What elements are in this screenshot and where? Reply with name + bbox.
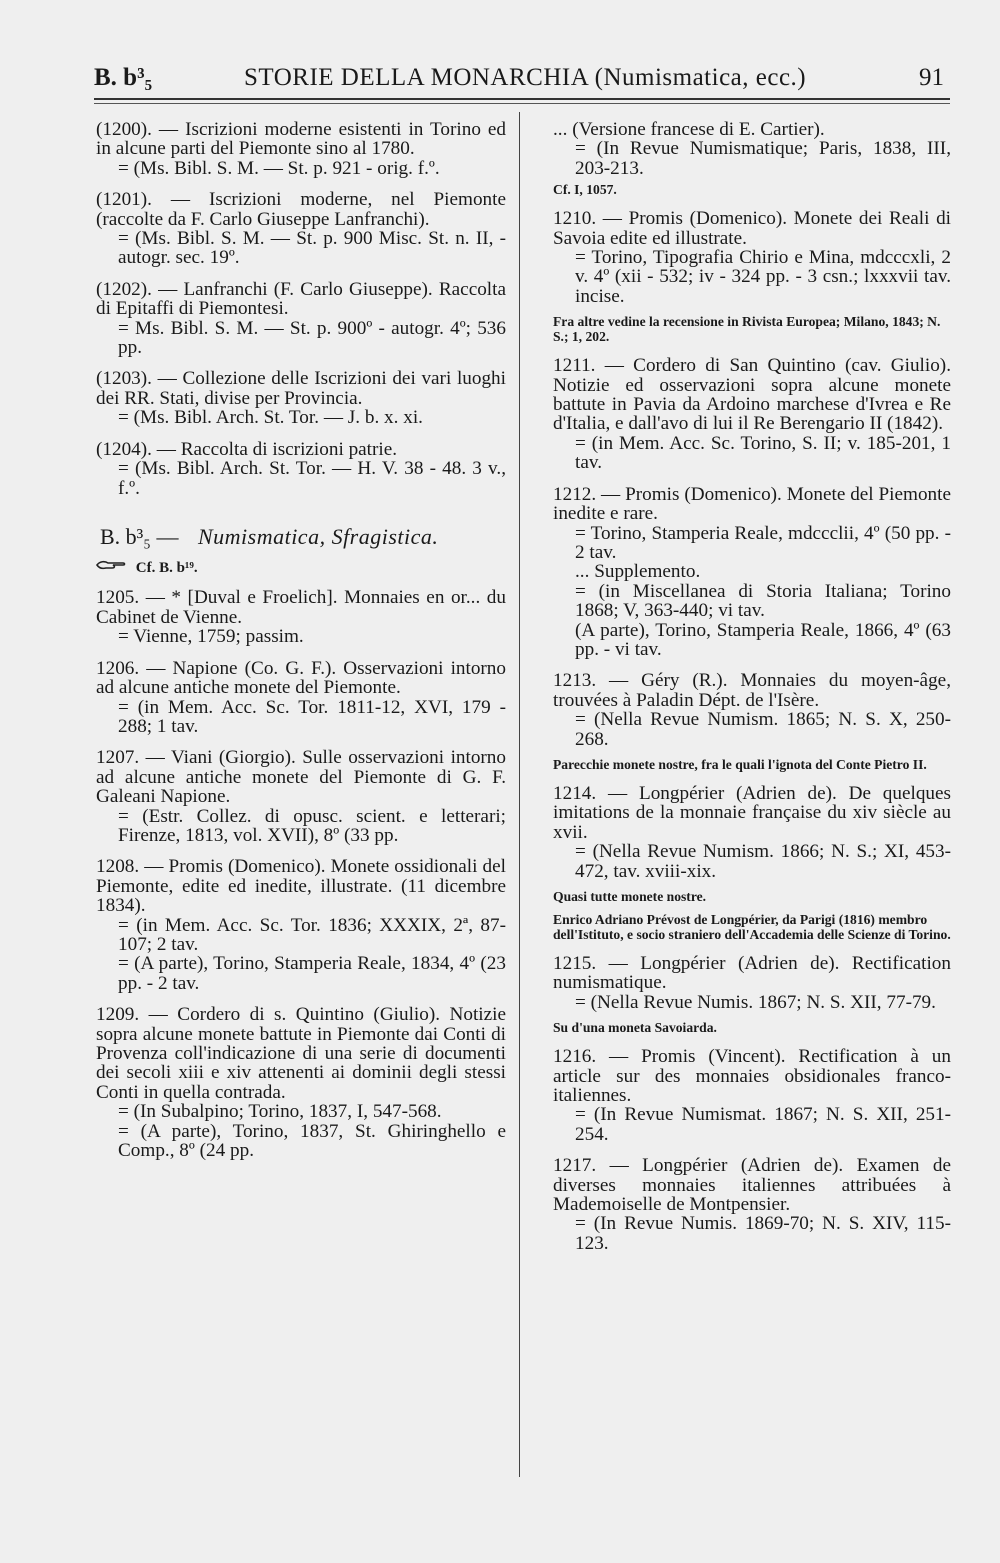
- section-label: B. b³₅ —: [100, 523, 179, 549]
- entry-1215: [553, 954, 951, 1012]
- entry-ref: = (Nella Revue Numism. 1866; N. S.; XI, 453-472, tav. xviii-xix.: [575, 841, 951, 882]
- entry-ref: = (In Revue Numismat. 1867; N. S. XII, 251-254.: [575, 1104, 951, 1145]
- entry-ref: = (A parte), Torino, Stamperia Reale, 1834, 4º (23 pp. - 2 tav.: [118, 953, 506, 994]
- entry-ref: = (In Revue Numis. 1869-70; N. S. XIV, 115-123.: [575, 1213, 951, 1254]
- entry-ref: = (A parte), Torino, 1837, St. Ghiringhello e Comp., 8º (24 pp.: [118, 1120, 506, 1162]
- entry-note: Fra altre vedine la recensione in Rivista Europea; Milano, 1843; N. S.; 1, 202.: [553, 314, 941, 345]
- entry-1207: [96, 748, 506, 845]
- entry-text: 1212. — Promis (Domenico). Monete del Piemonte inedite e rare.: [553, 483, 951, 525]
- entry-ref: (A parte), Torino, Stamperia Reale, 1866, 4º (63 pp. - vi tav.: [575, 619, 951, 660]
- entry-1211: [553, 356, 951, 472]
- entry-1206: [96, 659, 506, 737]
- entry-text: 1215. — Longpérier (Adrien de). Rectification numismatique.: [553, 953, 951, 994]
- entry-1214: [553, 784, 951, 881]
- entry-1209: [96, 1005, 506, 1160]
- entry-1209-continued: [553, 120, 951, 178]
- entry-ref: = Torino, Stamperia Reale, mdccclii, 4º (50 pp. - 2 tav.: [575, 522, 951, 563]
- entry-ref: = (In Revue Numismatique; Paris, 1838, III, 203-213.: [575, 138, 951, 179]
- entry-note: Cf. I, 1057.: [553, 182, 617, 198]
- entry-1216: [553, 1047, 951, 1144]
- entry-ref: = (Nella Revue Numism. 1865; N. S. X, 250-268.: [575, 709, 951, 750]
- entry-ref: = (Estr. Collez. di opusc. scient. e letterari; Firenze, 1813, vol. XVII), 8º (33 pp.: [118, 805, 506, 846]
- entry-1204: [96, 440, 506, 498]
- entry-ref: = (Ms. Bibl. S. M. — St. p. 900 Misc. St. n. II, - autogr. sec. 19º.: [118, 228, 506, 269]
- entry-note: Parecchie monete nostre, fra le quali l'ignota del Conte Pietro II.: [553, 756, 927, 772]
- entry-note: Enrico Adriano Prévost de Longpérier, da Parigi (1816) membro dell'Istituto, e socio straniero dell'Accademia delle Scienze di Torino.: [553, 912, 951, 942]
- entry-text: 1213. — Géry (R.). Monnaies du moyen-âge, trouvées à Paladin Dépt. de l'Isère.: [553, 670, 951, 711]
- header-section-code: B. b³₅: [94, 64, 153, 91]
- entry-text: 1207. — Viani (Giorgio). Sulle osservazioni intorno ad alcune antiche monete del Piemonte di G. F. Galeani Napione.: [96, 747, 506, 808]
- entry-1203: [96, 369, 506, 427]
- entry-ref: = (Ms. Bibl. Arch. St. Tor. — J. b. x. xi.: [118, 407, 423, 429]
- entry-1202: [96, 280, 506, 358]
- entry-1210: [553, 209, 951, 306]
- entry-text: (1202). — Lanfranchi (F. Carlo Giuseppe). Raccolta di Epitaffi di Piemontesi.: [96, 278, 506, 320]
- left-column: [96, 120, 506, 1172]
- entry-text: (1203). — Collezione delle Iscrizioni dei vari luoghi dei RR. Stati, divise per Provincia.: [96, 368, 506, 409]
- entry-note: Su d'una moneta Savoiarda.: [553, 1020, 717, 1036]
- entry-1208: [96, 857, 506, 993]
- entry-ref: = Torino, Tipografia Chirio e Mina, mdcccxli, 2 v. 4º (xii - 532; iv - 324 pp. - 3 csn.; lxxxvii tav. incise.: [575, 247, 951, 307]
- entry-ref: = (Ms. Bibl. S. M. — St. p. 921 - orig. f.º.: [118, 157, 440, 179]
- pointing-hand-icon: [96, 558, 126, 578]
- entry-text: 1206. — Napione (Co. G. F.). Osservazioni intorno ad alcune antiche monete del Piemonte.: [96, 657, 506, 699]
- entry-text: 1205. — * [Duval e Froelich]. Monnaies en or... du Cabinet de Vienne.: [96, 587, 506, 628]
- entry-1200: [96, 120, 506, 178]
- entry-ref: = (in Mem. Acc. Sc. Torino, S. II; v. 185-201, 1 tav.: [575, 432, 951, 474]
- entry-1217: [553, 1156, 951, 1253]
- entry-1205: [96, 588, 506, 646]
- section-heading: [96, 524, 506, 550]
- entry-note: Quasi tutte monete nostre.: [553, 889, 707, 904]
- right-column: [553, 120, 951, 1265]
- header-rule-thin: [94, 103, 950, 104]
- entry-ref: = (in Mem. Acc. Sc. Tor. 1811-12, XVI, 179 - 288; 1 tav.: [118, 696, 506, 737]
- entry-ref: = (Ms. Bibl. Arch. St. Tor. — H. V. 38 - 48. 3 v., f.º.: [118, 458, 506, 499]
- cross-reference: [96, 558, 506, 579]
- entry-text: ... (Versione francese di E. Cartier).: [553, 119, 825, 140]
- entry-text: 1209. — Cordero di s. Quintino (Giulio). Notizie sopra alcune monete battute in Piemonte dai Conti di Provenza coll'indicazione di una serie di documenti dei secoli xiii e xiv attenenti ai dominii degli stessi Conti in quella contrada.: [96, 1004, 506, 1103]
- entry-ref: = Vienne, 1759; passim.: [118, 626, 304, 648]
- entry-text: 1210. — Promis (Domenico). Monete dei Reali di Savoia edite ed illustrate.: [553, 208, 951, 249]
- running-title: STORIE DELLA MONARCHIA (Numismatica, ecc.): [244, 64, 807, 91]
- entry-text: 1217. — Longpérier (Adrien de). Examen de diverses monnaies italiennes attribuées à Mademoiselle de Montpensier.: [553, 1155, 951, 1216]
- entry-ref: = (in Mem. Acc. Sc. Tor. 1836; XXXIX, 2ª, 87-107; 2 tav.: [118, 914, 506, 955]
- section-title: Numismatica, Sfragistica.: [197, 523, 439, 549]
- entry-text: (1200). — Iscrizioni moderne esistenti in Torino ed in alcune parti del Piemonte sino al 1780.: [96, 119, 506, 160]
- entry-text: 1214. — Longpérier (Adrien de). De quelques imitations de la monnaie française du xiv siècle au xvii.: [553, 782, 951, 843]
- entry-1213: [553, 671, 951, 749]
- entry-text: 1211. — Cordero di San Quintino (cav. Giulio). Notizie ed osservazioni sopra alcune monete battute in Pavia da Ardoino marchese d'Ivrea e Re d'Italia, e dall'avo di lui il Re Berengario II (1842).: [553, 355, 951, 435]
- entry-1201: [96, 190, 506, 268]
- entry-text: 1216. — Promis (Vincent). Rectification à un article sur des monnaies obsidionales franco-italiennes.: [553, 1046, 951, 1107]
- entry-ref: = Ms. Bibl. S. M. — St. p. 900º - autogr. 4º; 536 pp.: [118, 317, 506, 359]
- header-rule: [94, 98, 950, 100]
- column-divider: [519, 112, 520, 1477]
- entry-text: (1204). — Raccolta di iscrizioni patrie.: [96, 438, 398, 460]
- entry-text: (1201). — Iscrizioni moderne, nel Piemonte (raccolte da F. Carlo Giuseppe Lanfranchi).: [96, 189, 506, 230]
- cross-reference-text: Cf. B. b¹⁹.: [135, 559, 198, 576]
- entry-text: 1208. — Promis (Domenico). Monete ossidionali del Piemonte, edite ed inedite, illustrate. (11 dicembre 1834).: [96, 856, 506, 917]
- entry-ref: ... Supplemento.: [575, 561, 701, 583]
- page-number: 91: [919, 64, 944, 91]
- entry-1212: [553, 485, 951, 660]
- page-header: [94, 58, 950, 98]
- entry-ref: = (in Miscellanea di Storia Italiana; Torino 1868; V, 363-440; vi tav.: [575, 580, 951, 622]
- entry-ref: = (Nella Revue Numis. 1867; N. S. XII, 77-79.: [575, 991, 936, 1013]
- entry-ref: = (In Subalpino; Torino, 1837, I, 547-568.: [118, 1101, 442, 1123]
